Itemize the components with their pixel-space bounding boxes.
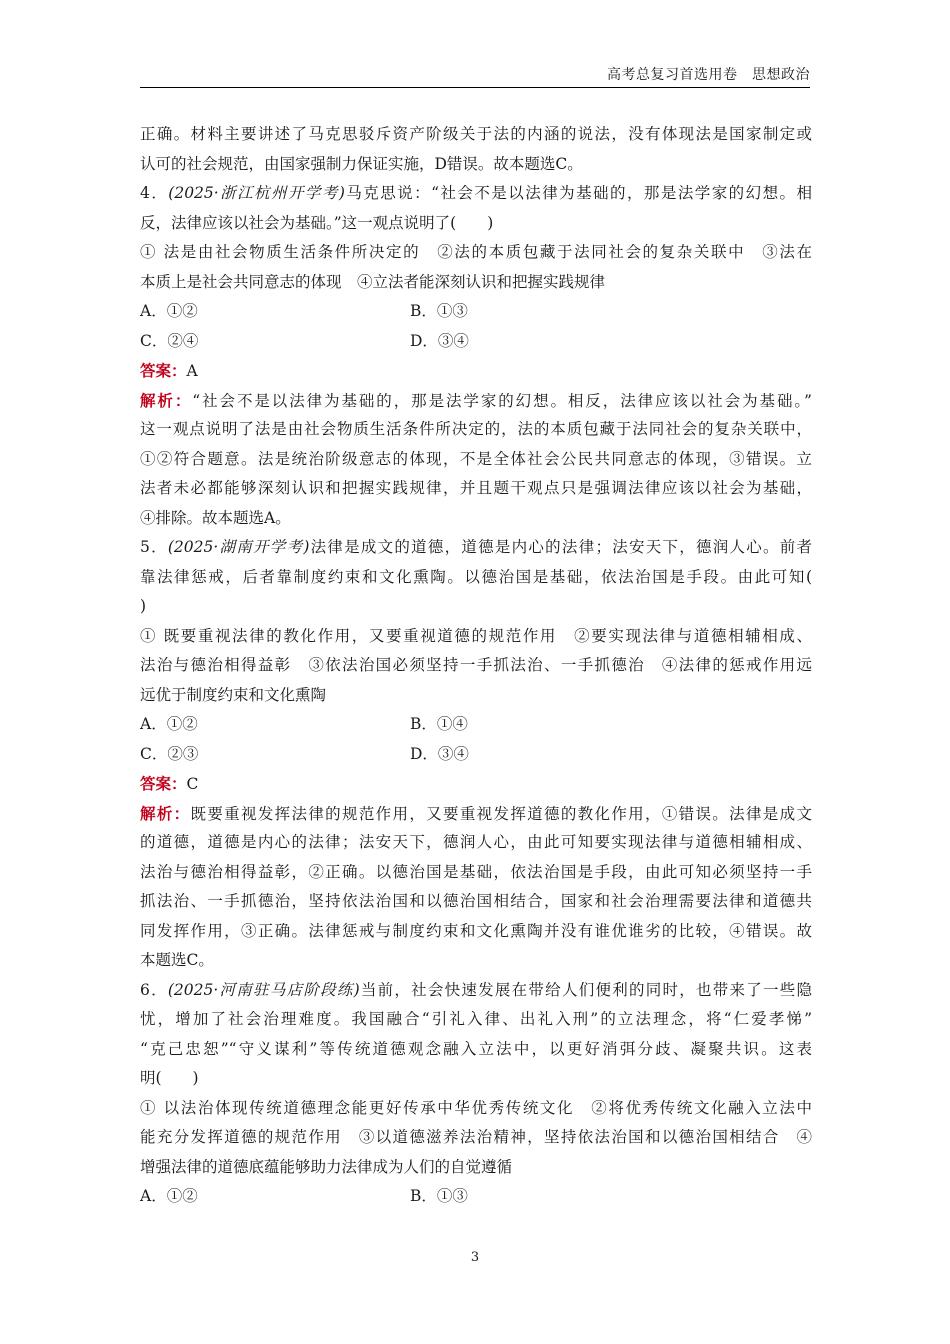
answer-line [140, 356, 812, 386]
answer-value: C [186, 775, 199, 793]
text-line: 正确。材料主要讲述了马克思驳斥资产阶级关于法的内涵的说法，没有体现法是国家制定或 [140, 125, 812, 143]
option-c: C．②④ [140, 331, 199, 350]
question-text: 法律是成文的道德，道德是内心的法律；法安天下，德润人心。前者 [309, 538, 812, 556]
explanation-line: 的道德，道德是内心的法律；法安天下，德润人心，由此可知要实现法律与道德相辅相成、 [140, 833, 812, 851]
question-item-line: ① 法是由社会物质生活条件所决定的 ②法的本质包藏于法同社会的复杂关联中 ③法在 [140, 243, 812, 261]
page-number: 3 [470, 1250, 480, 1265]
question-text: 当前，社会快速发展在带给人们便利的同时，也带来了一些隐 [359, 980, 812, 999]
question-source: (2025·浙江杭州开学考) [168, 184, 345, 202]
question-text: 明( ) [140, 1069, 199, 1087]
option-d: D．③④ [410, 744, 469, 763]
question-item-line: ① 以法治体现传统道德理念能更好传承中华优秀传统文化 ②将优秀传统文化融入立法中 [140, 1098, 812, 1117]
question-number: 6． [140, 980, 168, 999]
text-line: 认可的社会规范，由国家强制力保证实施，D错误。故本题选C。 [140, 154, 583, 173]
question-text: 反，法律应该以社会为基础。”这一观点说明了( ) [140, 213, 494, 232]
options-row [140, 297, 812, 327]
running-header: 高考总复习首选用卷 思想政治 [607, 67, 810, 83]
option-a: A．①② [140, 302, 198, 320]
explanation-label: 解析： [140, 390, 193, 410]
question-number: 4． [140, 184, 169, 202]
question-item-line: 能充分发挥道德的规范作用 ③以道德滋养法治精神，坚持依法治国和以德治国相结合 ④ [140, 1128, 812, 1146]
explanation-line: ④排除。故本题选A。 [140, 508, 291, 527]
question-4-stem [140, 179, 812, 209]
option-a: A．①② [140, 715, 198, 733]
question-item-line: 法治与德治相得益彰 ③依法治国必须坚持一手抓法治、一手抓德治 ④法律的惩戒作用远 [140, 656, 812, 674]
option-a: A．①② [140, 1187, 198, 1205]
question-5-stem [140, 533, 812, 563]
explanation-line [140, 799, 812, 829]
option-b: B．①③ [410, 302, 468, 320]
explanation-text: 既要重视发挥法律的规范作用，又要重视发挥道德的教化作用，①错误。法律是成文 [190, 804, 812, 823]
explanation-line: 法治与德治相得益彰，②正确。以德治国是基础，依法治国是手段，由此可知必须坚持一手 [140, 862, 812, 881]
question-6-stem [140, 976, 812, 1006]
option-d: D．③④ [410, 331, 469, 350]
question-text: 靠法律惩戒，后者靠制度约束和文化熏陶。以德治国是基础，依法治国是手段。由此可知( [140, 567, 812, 586]
answer-label: 答案： [140, 774, 187, 793]
explanation-line: 同发挥作用，③正确。法律惩戒与制度约束和文化熏陶并没有谁优谁劣的比较，④错误。故 [140, 921, 812, 940]
explanation-line: 本题选C。 [140, 951, 214, 969]
page-content [140, 120, 812, 1212]
question-item-line: 本质上是社会共同意志的体现 ④立法者能深刻认识和把握实践规律 [140, 272, 606, 291]
question-source: (2025·湖南开学考) [167, 538, 310, 556]
options-row [140, 740, 812, 770]
question-text: “克己忠恕”“守义谋利”等传统道德观念融入立法中，以更好消弭分歧、凝聚共识。这表 [140, 1039, 812, 1058]
question-source: (2025·河南驻马店阶段练) [167, 980, 360, 999]
explanation-text: “社会不是以法律为基础的，那是法学家的幻想。相反，法律应该以社会为基础。” [192, 391, 812, 410]
question-item-line: ① 既要重视法律的教化作用，又要重视道德的规范作用 ②要实现法律与道德相辅相成、 [140, 626, 812, 645]
question-number: 5． [140, 538, 168, 556]
options-row [140, 327, 812, 357]
question-text: 马克思说：“社会不是以法律为基础的，那是法学家的幻想。相 [344, 184, 812, 202]
answer-label: 答案： [140, 361, 187, 380]
question-text: ) [140, 597, 147, 615]
options-row [140, 710, 812, 740]
explanation-line: 法者未必都能够深刻认识和把握实践规律，并且题干观点只是强调法律应该以社会为基础， [140, 479, 812, 497]
explanation-line: 抓法治、一手抓德治，坚持依法治国和以德治国相结合，国家和社会治理需要法律和道德共 [140, 892, 812, 910]
answer-line [140, 769, 812, 799]
header-rule [140, 87, 810, 88]
answer-value: A [186, 362, 198, 380]
explanation-line [140, 386, 812, 416]
question-text: 忧，增加了社会治理难度。我国融合“引礼入律、出礼入刑”的立法理念，将“仁爱孝悌” [140, 1010, 812, 1028]
question-item-line: 远优于制度约束和文化熏陶 [140, 685, 327, 704]
explanation-line: ①②符合题意。法是统治阶级意志的体现，不是全体社会公民共同意志的体现，③错误。立 [140, 449, 812, 468]
option-b: B．①③ [410, 1187, 468, 1205]
options-row [140, 1182, 812, 1212]
explanation-line: 这一观点说明了法是由社会物质生活条件所决定的，法的本质包藏于法同社会的复杂关联中， [140, 420, 812, 438]
explanation-label: 解析： [140, 803, 191, 823]
question-item-line: 增强法律的道德底蕴能够助力法律成为人们的自觉遵循 [140, 1157, 513, 1176]
option-c: C．②③ [140, 744, 199, 763]
option-b: B．①④ [410, 715, 468, 733]
